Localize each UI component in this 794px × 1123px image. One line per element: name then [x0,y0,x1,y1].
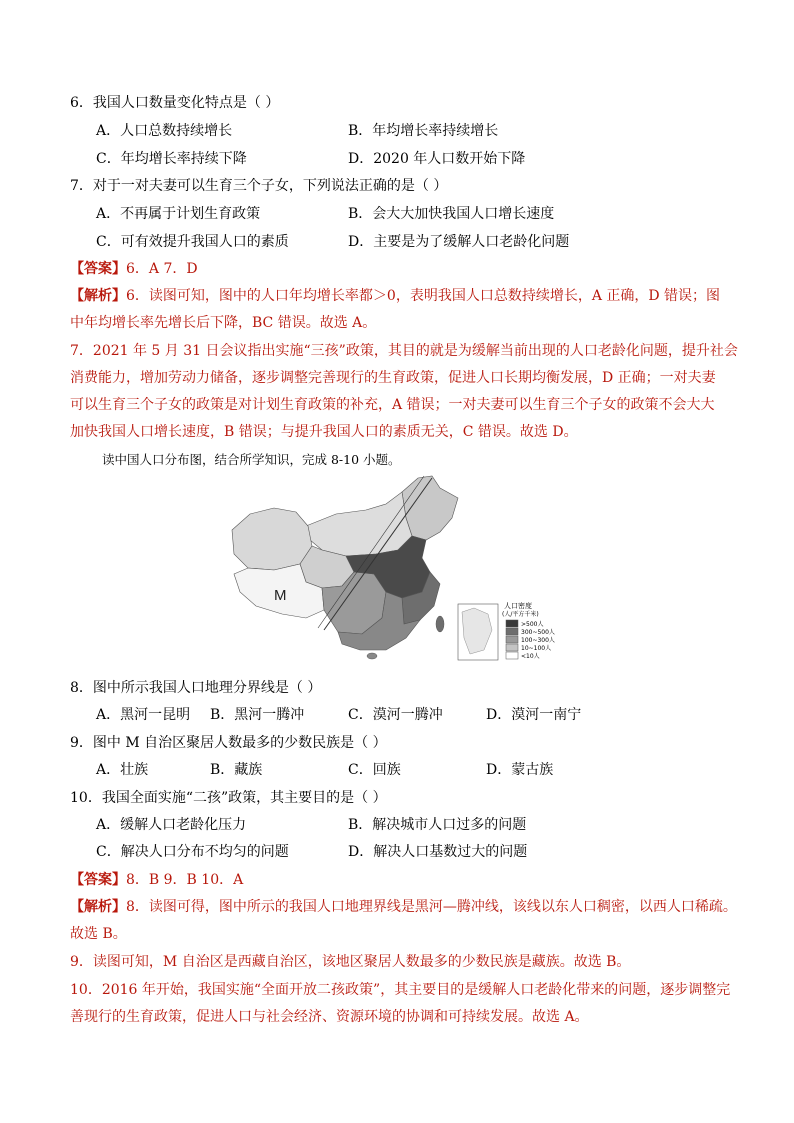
legend-label: 100~300人 [521,637,555,644]
explanation-line: 中年均增长率先增长后下降，BC 错误。故选 A。 [70,315,377,331]
question-9-option-b: B．藏族 [210,762,263,778]
explanation-label: 【解析】 [70,899,126,915]
legend-title: 人口密度 [504,602,532,610]
explanation-line: 加快我国人口增长速度，B 错误；与提升我国人口的素质无关，C 错误。故选 D。 [70,424,578,440]
explanation-line: 7．2021 年 5 月 31 日会议指出实施“三孩”政策，其目的就是为缓解当前出现的人口老龄化问题，提升社会 [70,343,738,359]
question-8-stem: 8．图中所示我国人口地理分界线是（ ） [70,680,322,696]
question-10-option-d: D．解决人口基数过大的问题 [348,844,528,860]
question-6-stem: 6．我国人口数量变化特点是（ ） [70,95,280,111]
question-9-stem: 9．图中 M 自治区聚居人数最多的少数民族是（ ） [70,735,387,751]
question-8-option-d: D．漠河一南宁 [486,707,582,723]
explanation-line: 消费能力，增加劳动力储备，逐步调整完善现行的生育政策，促进人口长期均衡发展，D 正确；一对夫妻 [70,370,716,386]
question-8-option-b: B．黑河一腾冲 [210,707,305,723]
answer-label: 【答案】 [70,872,126,888]
map-legend [458,601,555,660]
question-10-option-a: A．缓解人口老龄化压力 [96,817,247,833]
explanation-block-1 [70,287,720,305]
china-population-map [226,474,556,662]
explanation-line: 故选 B。 [70,926,127,942]
legend-swatch [506,644,518,651]
map-intro-text: 读中国人口分布图，结合所学知识，完成 8-10 小题。 [102,452,401,467]
legend-swatch [506,620,518,627]
answer-text: 6．A 7．D [126,261,198,277]
question-10-stem: 10．我国全面实施“二孩”政策，其主要目的是（ ） [70,790,387,806]
legend-swatch [506,628,518,635]
legend-label: 10~100人 [521,645,552,652]
legend-unit: (人/平方千米) [502,611,539,618]
explanation-line: 6．读图可知，图中的人口年均增长率都＞0，表明我国人口总数持续增长，A 正确，D 错误；图 [126,288,721,304]
answer-text: 8．B 9．B 10．A [126,872,244,888]
answer-block-2 [70,871,243,889]
map-region-xinjiang [232,508,312,570]
explanation-line: 9．读图可知，M 自治区是西藏自治区，该地区聚居人数最多的少数民族是藏族。故选 B。 [70,954,631,970]
explanation-line: 8．读图可得，图中所示的我国人口地理界线是黑河—腾冲线，该线以东人口稠密，以西人口稀疏。 [126,899,737,915]
question-6-option-a: A．人口总数持续增长 [96,123,233,139]
answer-block-1 [70,260,198,278]
question-7-option-a: A．不再属于计划生育政策 [96,206,261,222]
question-10-option-c: C．解决人口分布不均匀的问题 [96,844,289,860]
map-region-north [306,492,412,556]
explanation-line: 善现行的生育政策，促进人口与社会经济、资源环境的协调和可持续发展。故选 A。 [70,1009,589,1025]
explanation-label: 【解析】 [70,288,126,304]
answer-label: 【答案】 [70,261,126,277]
question-6-option-d: D．2020 年人口数开始下降 [348,151,526,167]
question-6-option-b: B．年均增长率持续增长 [348,123,499,139]
question-9-option-a: A．壮族 [96,762,149,778]
explanation-line: 10．2016 年开始，我国实施“全面开放二孩政策”，其主要目的是缓解人口老龄化带来的问题，逐步调整完 [70,982,731,998]
question-8-option-c: C．漠河一腾冲 [348,707,443,723]
question-7-option-b: B．会大大加快我国人口增长速度 [348,206,555,222]
question-7-option-c: C．可有效提升我国人口的素质 [96,234,289,250]
map-island-taiwan [436,616,444,632]
explanation-block-2 [70,898,737,916]
explanation-line: 可以生育三个子女的政策是对计划生育政策的补充，A 错误；一对夫妻可以生育三个子女的政策不会大大 [70,397,715,413]
legend-swatch [506,636,518,643]
region-label-m: M [274,587,287,604]
legend-label: >500人 [521,621,544,628]
question-10-option-b: B．解决城市人口过多的问题 [348,817,527,833]
question-6-option-c: C．年均增长率持续下降 [96,151,247,167]
question-8-option-a: A．黑河一昆明 [96,707,191,723]
legend-label: <10人 [521,653,540,660]
legend-swatch [506,652,518,659]
question-9-option-d: D．蒙古族 [486,762,554,778]
map-island-hainan [367,653,377,659]
question-9-option-c: C．回族 [348,762,401,778]
question-7-option-d: D．主要是为了缓解人口老龄化问题 [348,234,570,250]
legend-label: 300~500人 [521,629,555,636]
question-7-stem: 7．对于一对夫妻可以生育三个子女，下列说法正确的是（ ） [70,178,448,194]
